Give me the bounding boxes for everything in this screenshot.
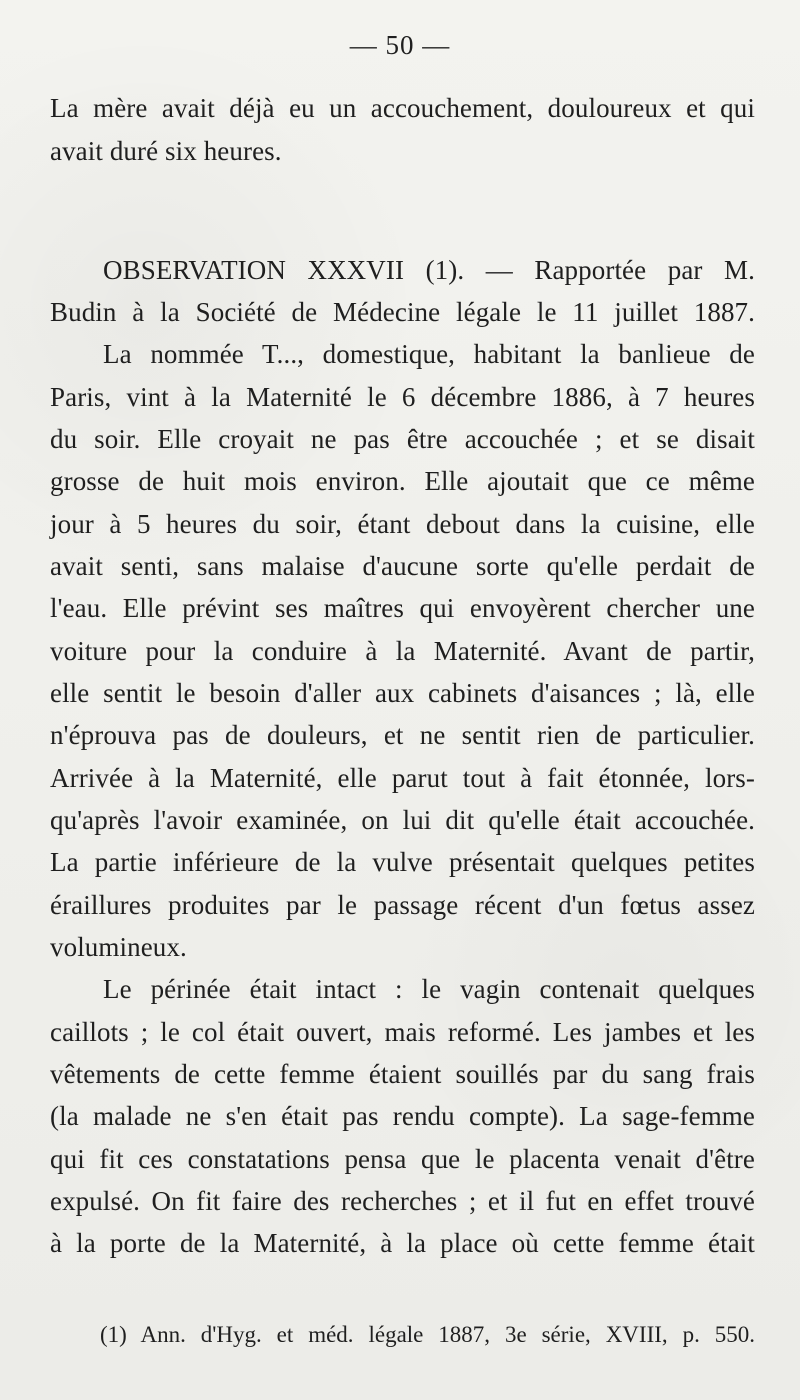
body-line-15: Arrivée à la Maternité, elle parut tout à fait étonnée, lors- (50, 763, 755, 793)
body-line-20: Le périnée était intact : le vagin contenait quelques (103, 974, 755, 1004)
body-line-24: qui fit ces constatations pensa que le placenta venait d'être (50, 1144, 755, 1174)
footnote: (1) Ann. d'Hyg. et méd. légale 1887, 3e série, XVIII, p. 550. (100, 1322, 755, 1347)
body-line-10: avait senti, sans malaise d'aucune sorte qu'elle perdait de (50, 551, 755, 581)
body-line-11: l'eau. Elle prévint ses maîtres qui envoyèrent chercher une (50, 593, 755, 623)
body-line-16: qu'après l'avoir examinée, on lui dit qu'elle était accouchée. (50, 805, 755, 835)
body-line-6: Paris, vint à la Maternité le 6 décembre 1886, à 7 heures (50, 382, 755, 412)
body-line-7: du soir. Elle croyait ne pas être accouchée ; et se disait (50, 424, 755, 454)
body-line-23: (la malade ne s'en était pas rendu compte). La sage-femme (50, 1101, 755, 1131)
body-line-26: à la porte de la Maternité, à la place où cette femme était (50, 1228, 755, 1258)
page-number: — 50 — (349, 30, 451, 60)
body-line-14: n'éprouva pas de douleurs, et ne sentit rien de particulier. (50, 720, 755, 750)
body-line-1: La mère avait déjà eu un accouchement, douloureux et qui (50, 93, 755, 123)
body-line-8: grosse de huit mois environ. Elle ajoutait que ce même (50, 466, 755, 496)
body-line-9: jour à 5 heures du soir, étant debout dans la cuisine, elle (50, 509, 755, 539)
body-line-12: voiture pour la conduire à la Maternité. Avant de partir, (50, 636, 755, 666)
body-line-17: La partie inférieure de la vulve présentait quelques petites (50, 847, 755, 877)
body-line-4: Budin à la Société de Médecine légale le 11 juillet 1887. (50, 297, 755, 327)
body-line-22: vêtements de cette femme étaient souillés par du sang frais (50, 1059, 755, 1089)
body-line-18: éraillures produites par le passage récent d'un fœtus assez (50, 890, 755, 920)
body-line-13: elle sentit le besoin d'aller aux cabinets d'aisances ; là, elle (50, 678, 755, 708)
body-line-5: La nommée T..., domestique, habitant la banlieue de (103, 339, 755, 369)
body-line-25: expulsé. On fit faire des recherches ; et il fut en effet trouvé (50, 1186, 755, 1216)
body-line-21: caillots ; le col était ouvert, mais reformé. Les jambes et les (50, 1017, 755, 1047)
observation-heading-line: OBSERVATION XXXVII (1). — Rapportée par M. (103, 255, 755, 285)
body-line-2: avait duré six heures. (50, 136, 282, 166)
body-line-19: volumineux. (50, 932, 187, 962)
